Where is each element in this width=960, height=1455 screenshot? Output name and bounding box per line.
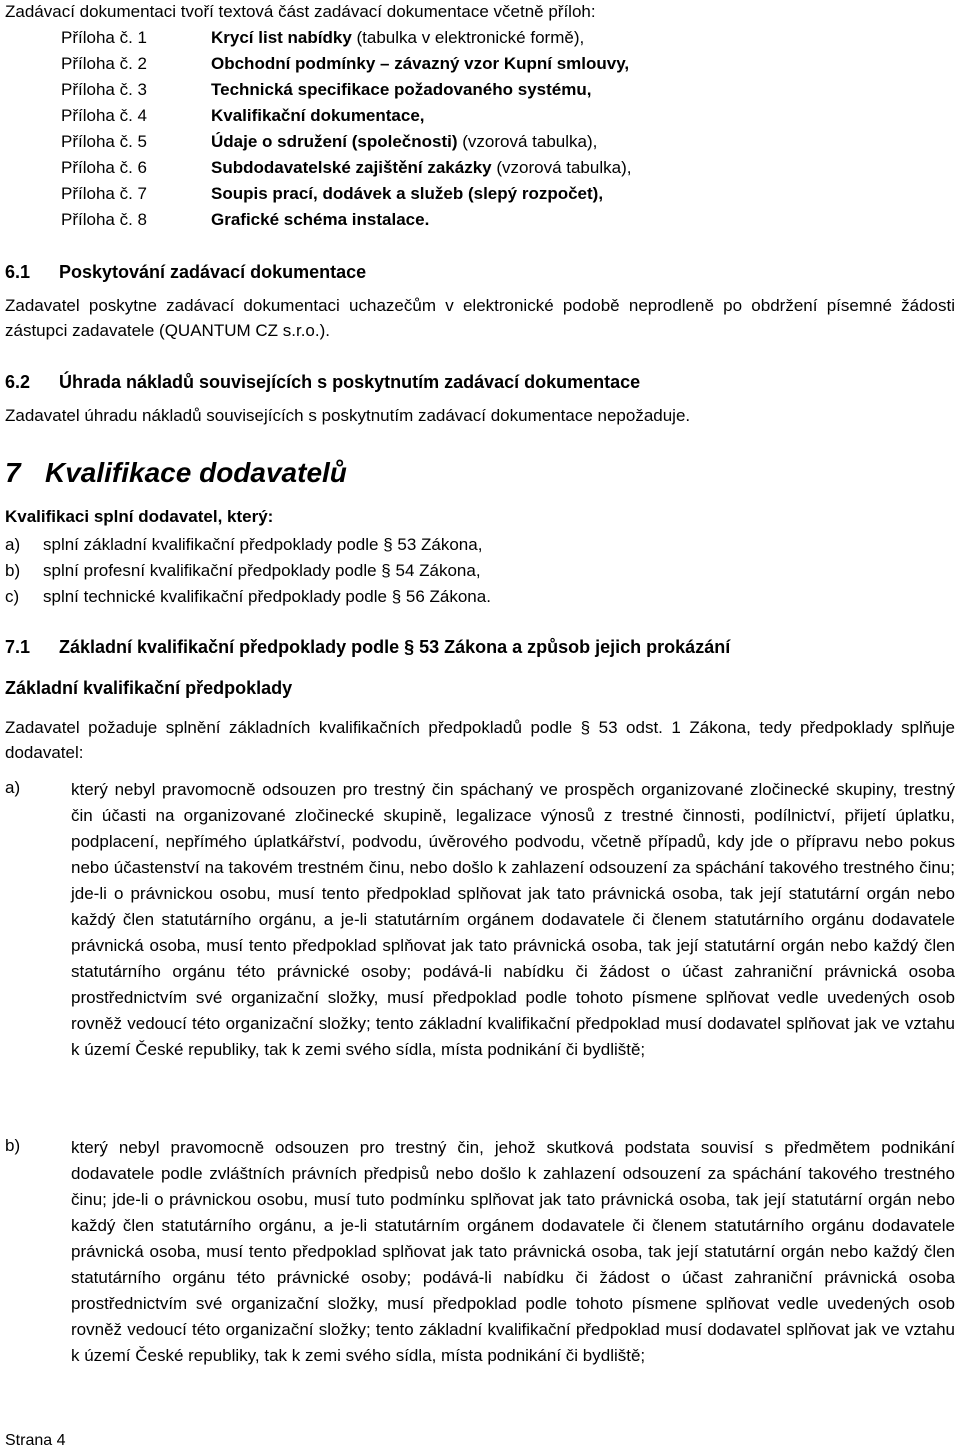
list-item <box>5 560 481 582</box>
attachment-row <box>61 209 429 231</box>
requirement-text: který nebyl pravomocně odsouzen pro trestný čin, jehož skutková podstata souvisí s předmětem podnikání dodavatele podle zvláštních právních předpisů nebo došlo k zahlazení odsouzení za spáchání takového trestného činu; jde-li o právnickou osobu, musí tuto podmínku splňovat jak tato právnická osoba, tak její statutární orgán nebo každý člen statutárního orgánu, a je-li statutárním orgánem dodavatele či členem statutárního orgánu dodavatele právnická osoba, musí tento předpoklad splňovat jak tato právnická osoba, tak její statutární orgán nebo každý člen statutárního orgánu této právnické osoby; podává-li nabídku či žádost o účast zahraniční právnická osoba prostřednictvím své organizační složky, musí předpoklad podle tohoto písmene splňovat vedle uvedených osob rovněž vedoucí této organizační složky; tento základní kvalifikační předpoklad musí dodavatel splňovat jak ve vztahu k území České republiky, tak k zemi svého sídla, místa podnikání či bydliště; <box>71 1138 955 1365</box>
chapter-number: 7 <box>5 457 21 488</box>
section-title: Základní kvalifikační předpoklady podle § 53 Zákona a způsob jejich prokázání <box>59 637 731 657</box>
requirement-text: který nebyl pravomocně odsouzen pro trestný čin spáchaný ve prospěch organizované zločinecké skupiny, trestný čin účasti na organizované zločinecké skupině, legalizace výnosů z trestné činnosti, podílnictví, přijetí úplatku, podplacení, nepřímého úplatkářství, podvodu, úvěrového podvodu, včetně případů, kdy jde o přípravu nebo pokus nebo účastenství na takovém trestném činu, nebo došlo k zahlazení odsouzení za spáchání takového trestného činu; jde-li o právnickou osobu, musí tento předpoklad splňovat jak tato právnická osoba, tak její statutární orgán nebo každý člen statutárního orgánu, a je-li statutárním orgánem dodavatele či členem statutárního orgánu dodavatele právnická osoba, musí tento předpoklad splňovat jak tato právnická osoba, tak její statutární orgán nebo každý člen statutárního orgánu této právnické osoby; podává-li nabídku či žádost o účast zahraniční právnická osoba prostřednictvím své organizační složky, musí předpoklad podle tohoto písmene splňovat vedle uvedených osob rovněž vedoucí této organizační složky; tento základní kvalifikační předpoklad musí dodavatel splňovat jak ve vztahu k území České republiky, tak k zemi svého sídla, místa podnikání či bydliště; <box>71 780 955 1059</box>
section-6-1-text: Zadavatel poskytne zadávací dokumentaci uchazečům v elektronické podobě neprodleně po obdržení písemné žádosti zástupci zadavatele (QUANTUM CZ s.r.o.). <box>5 296 955 340</box>
attachment-desc: Subdodavatelské zajištění zakázky (vzorová tabulka), <box>211 158 632 177</box>
list-letter: a) <box>5 535 21 554</box>
list-text: splní základní kvalifikační předpoklady podle § 53 Zákona, <box>43 535 483 554</box>
attachment-desc: Technická specifikace požadovaného systému, <box>211 80 592 99</box>
chapter-title: Kvalifikace dodavatelů <box>45 457 347 488</box>
section-number: 6.1 <box>5 262 31 282</box>
section-title: Úhrada nákladů souvisejících s poskytnutím zadávací dokumentace <box>59 372 641 392</box>
section-6-2-text: Zadavatel úhradu nákladů souvisejících s poskytnutím zadávací dokumentace nepožaduje. <box>5 406 691 425</box>
list-item <box>5 586 491 608</box>
qualification-lead: Kvalifikaci splní dodavatel, který: <box>5 507 274 526</box>
attachment-desc: Údaje o sdružení (společnosti) (vzorová tabulka), <box>211 132 598 151</box>
section-number: 6.2 <box>5 372 31 392</box>
attachment-row <box>61 105 425 127</box>
page-number: Strana 4 <box>5 1432 66 1449</box>
attachment-label: Příloha č. 5 <box>61 132 147 151</box>
attachment-row <box>61 131 597 153</box>
attachment-desc: Kvalifikační dokumentace, <box>211 106 425 125</box>
attachment-row <box>61 27 584 49</box>
list-letter: b) <box>5 561 21 580</box>
attachment-label: Příloha č. 4 <box>61 106 147 125</box>
subsection-heading: Základní kvalifikační předpoklady <box>5 678 293 698</box>
attachment-row <box>61 79 591 101</box>
section-title: Poskytování zadávací dokumentace <box>59 262 367 282</box>
attachments-intro: Zadávací dokumentaci tvoří textová část zadávací dokumentace včetně příloh: <box>5 2 596 21</box>
attachment-desc: Obchodní podmínky – závazný vzor Kupní smlouvy, <box>211 54 630 73</box>
attachment-label: Příloha č. 2 <box>61 54 147 73</box>
attachment-row <box>61 53 629 75</box>
requirement-item-a <box>5 777 955 1063</box>
attachment-desc: Krycí list nabídky (tabulka v elektronické formě), <box>211 28 585 47</box>
section-heading-6-1 <box>5 261 366 283</box>
attachment-desc: Soupis prací, dodávek a služeb (slepý rozpočet), <box>211 184 604 203</box>
list-text: splní profesní kvalifikační předpoklady podle § 54 Zákona, <box>43 561 481 580</box>
list-letter: b) <box>5 1136 21 1155</box>
attachment-label: Příloha č. 8 <box>61 210 147 229</box>
section-number: 7.1 <box>5 637 31 657</box>
list-item <box>5 534 482 556</box>
attachment-row <box>61 183 603 205</box>
list-text: splní technické kvalifikační předpoklady podle § 56 Zákona. <box>43 587 491 606</box>
chapter-heading-7 <box>5 456 347 490</box>
section-heading-7-1 <box>5 636 730 658</box>
attachment-label: Příloha č. 1 <box>61 28 147 47</box>
list-letter: c) <box>5 587 20 606</box>
section-7-1-text: Zadavatel požaduje splnění základních kvalifikačních předpokladů podle § 53 odst. 1 Zákona, tedy předpoklady splňuje dodavatel: <box>5 718 955 762</box>
attachment-label: Příloha č. 3 <box>61 80 147 99</box>
attachment-row <box>61 157 631 179</box>
attachment-label: Příloha č. 6 <box>61 158 147 177</box>
requirement-item-b <box>5 1135 955 1369</box>
section-heading-6-2 <box>5 371 640 393</box>
attachment-label: Příloha č. 7 <box>61 184 147 203</box>
list-letter: a) <box>5 778 21 797</box>
attachment-desc: Grafické schéma instalace. <box>211 210 430 229</box>
